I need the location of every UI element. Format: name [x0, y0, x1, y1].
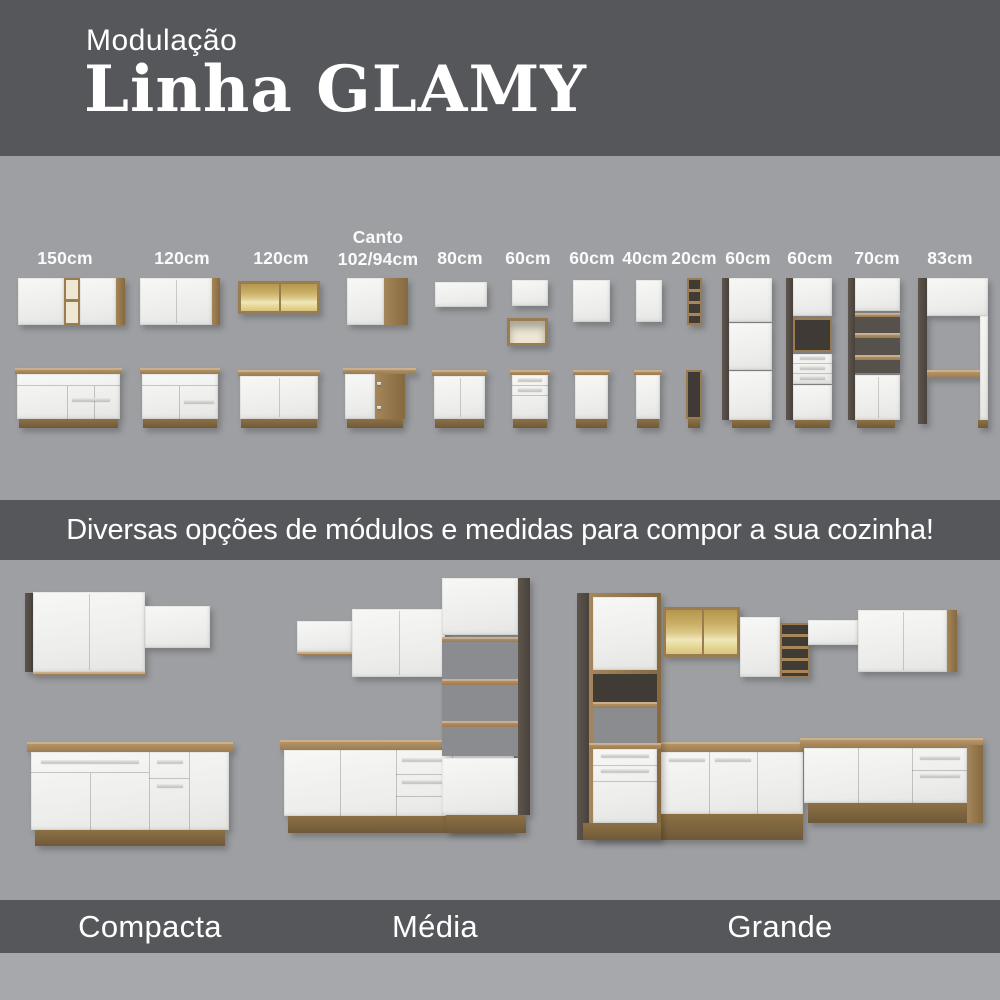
media-wall-cabinet-left	[297, 621, 352, 655]
base-cabinet-120cm	[140, 368, 220, 428]
banner	[0, 500, 1000, 560]
base-cabinet-60cm	[573, 370, 610, 428]
grande-base-right-run	[800, 738, 983, 830]
base-cabinet-drawers-60cm	[510, 370, 550, 428]
wall-cabinet-40cm	[636, 280, 662, 322]
base-cabinet-80cm	[432, 370, 487, 428]
compacta-wall-cabinet-right	[145, 606, 210, 648]
module-size-label-1: 150cm	[37, 248, 93, 268]
tall-open-frame-83cm	[918, 278, 988, 428]
module-size-label-9: 20cm	[671, 248, 717, 268]
module-size-label-10: 60cm	[725, 248, 771, 268]
bottom-strip	[0, 953, 1000, 1000]
media-wall-cabinet-middle	[352, 609, 445, 677]
module-size-label-3: 120cm	[253, 248, 309, 268]
banner-text: Diversas opções de módulos e medidas para compor a sua cozinha!	[66, 513, 934, 546]
base-shelf-20cm	[686, 370, 702, 428]
wall-cabinet-glass-120cm	[238, 281, 320, 314]
compacta-base-cabinet	[27, 742, 233, 848]
wall-cabinet-150cm	[18, 278, 125, 325]
module-size-label-4-size: 102/94cm	[337, 249, 419, 269]
module-size-label-12: 70cm	[854, 248, 900, 268]
grande-wall-cabinet-horizontal	[808, 620, 858, 645]
wall-cabinet-80cm	[435, 282, 487, 307]
wall-cabinet-corner	[347, 278, 408, 325]
grande-corner-shelf	[780, 623, 810, 678]
base-cabinet-150cm	[15, 368, 122, 428]
base-cabinet-corner	[343, 368, 416, 428]
tall-oven-tower-60cm	[786, 278, 832, 428]
kitchen-label-media: Média	[392, 908, 478, 944]
media-tall-tower	[442, 578, 530, 833]
wall-cabinet-60cm	[573, 280, 610, 322]
grande-wall-cabinet-right	[858, 610, 957, 672]
page-title: Linha GLAMY	[84, 52, 587, 127]
wall-cabinet-120cm	[140, 278, 220, 325]
base-cabinet-40cm	[634, 370, 662, 428]
grande-wall-cabinet	[740, 617, 780, 677]
compacta-wall-side-panel	[25, 593, 33, 672]
grande-tall-tower	[577, 593, 661, 840]
tall-shelf-tower-70cm	[848, 278, 900, 428]
wall-niche-open-60cm	[507, 318, 548, 346]
compacta-wall-cabinet-left	[33, 592, 145, 675]
module-size-label-4-top: Canto	[352, 227, 404, 247]
kitchen-label-grande: Grande	[727, 908, 833, 944]
module-size-label-11: 60cm	[787, 248, 833, 268]
module-size-label-6: 60cm	[505, 248, 551, 268]
kitchen-names-band	[0, 900, 1000, 953]
wall-cabinet-60cm-flip	[512, 280, 548, 306]
kitchens-gallery	[0, 560, 1000, 900]
module-size-label-8: 40cm	[622, 248, 668, 268]
grande-wall-glass-cabinet	[663, 607, 740, 657]
module-size-label-2: 120cm	[154, 248, 210, 268]
base-cabinet-120cm-2	[238, 370, 320, 428]
header	[0, 0, 1000, 156]
header-eyebrow: Modulação	[86, 24, 238, 57]
module-size-label-13: 83cm	[927, 248, 973, 268]
wall-shelf-20cm	[687, 278, 702, 325]
tall-pantry-60cm	[722, 278, 772, 428]
module-size-label-5: 80cm	[437, 248, 483, 268]
module-size-label-7: 60cm	[569, 248, 615, 268]
kitchen-label-compacta: Compacta	[78, 908, 222, 944]
module-size-label-4	[330, 226, 426, 270]
modules-gallery	[0, 156, 1000, 500]
